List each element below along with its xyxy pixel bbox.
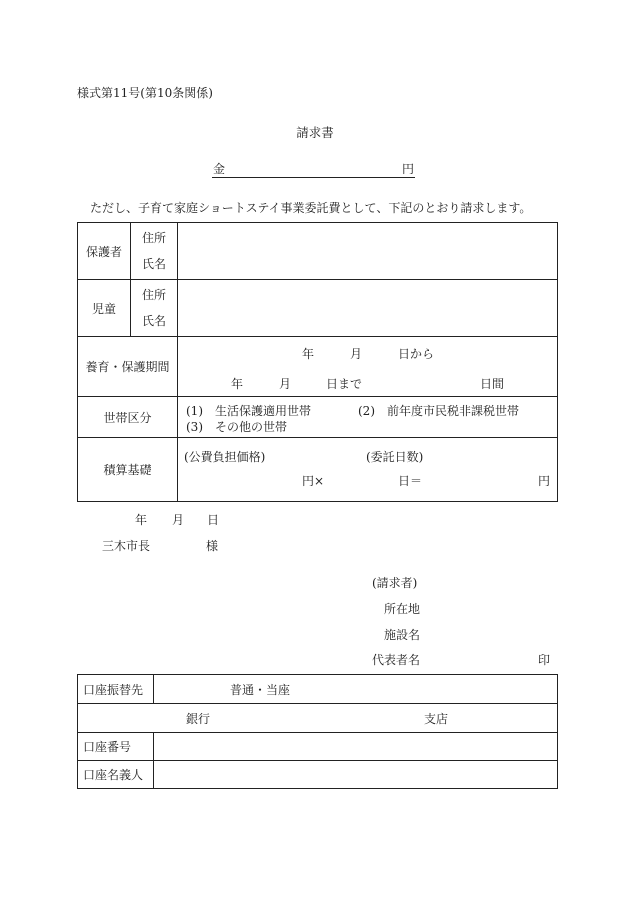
- guardian-name-label: 氏名: [141, 257, 166, 271]
- requester-location-label: 所在地: [384, 602, 421, 616]
- requester-representative-label: 代表者名: [372, 653, 421, 667]
- period-from-day: 日から: [398, 347, 435, 361]
- form-id: 様式第11号(第10条関係): [77, 86, 213, 100]
- branch-label: 支店: [424, 712, 449, 726]
- period-to-year: 年: [231, 377, 244, 391]
- addressee-honorific: 様: [206, 539, 219, 553]
- date-month: 月: [172, 513, 185, 527]
- period-days: 日間: [480, 377, 505, 391]
- intro-text: ただし、子育て家庭ショートステイ事業委託費として、下記のとおり請求します。: [90, 201, 532, 215]
- amount-prefix: 金: [213, 162, 226, 176]
- basis-public-price-label: (公費負担価格): [184, 450, 266, 464]
- seal-mark: 印: [538, 653, 551, 667]
- basis-yen: 円: [538, 474, 551, 488]
- account-type[interactable]: 普通・当座: [230, 683, 291, 697]
- period-from-year: 年: [302, 347, 315, 361]
- period-label: 養育・保護期間: [78, 337, 178, 397]
- basis-days-equals: 日＝: [398, 474, 423, 488]
- account-type-cell[interactable]: [154, 675, 558, 704]
- basis-label: 積算基礎: [78, 438, 178, 502]
- household-label: 世帯区分: [78, 397, 178, 438]
- child-name-label: 氏名: [141, 314, 166, 328]
- request-table: [77, 222, 558, 502]
- date-year: 年: [135, 513, 148, 527]
- household-option-1[interactable]: (1) 生活保護適用世帯: [186, 404, 311, 418]
- account-number-cell[interactable]: [154, 733, 558, 761]
- account-number-label: 口座番号: [78, 733, 154, 761]
- child-sublabels: [131, 280, 178, 337]
- requester-label: (請求者): [372, 576, 418, 590]
- transfer-label: 口座振替先: [78, 675, 154, 704]
- basis-value-cell[interactable]: [178, 438, 558, 502]
- bank-label: 銀行: [186, 712, 211, 726]
- bank-account-table: [77, 674, 558, 789]
- guardian-label: 保護者: [78, 223, 131, 280]
- child-address-label: 住所: [141, 288, 166, 302]
- bank-branch-cell[interactable]: [78, 704, 558, 733]
- period-value-cell[interactable]: [178, 337, 558, 397]
- document-title: 請求書: [296, 125, 334, 140]
- guardian-sublabels: [131, 223, 178, 280]
- guardian-value-cell[interactable]: [178, 223, 558, 280]
- requester-facility-label: 施設名: [384, 628, 421, 642]
- addressee-name: 三木市長: [102, 539, 151, 553]
- period-to-day: 日まで: [326, 377, 363, 391]
- guardian-address-label: 住所: [141, 231, 166, 245]
- amount-suffix: 円: [401, 162, 414, 176]
- account-holder-label: 口座名義人: [78, 761, 154, 789]
- child-label: 児童: [78, 280, 131, 337]
- basis-consign-days-label: (委託日数): [366, 450, 424, 464]
- period-from-month: 月: [350, 347, 363, 361]
- child-value-cell[interactable]: [178, 280, 558, 337]
- date-day: 日: [207, 513, 220, 527]
- basis-yen-times: 円×: [302, 474, 325, 488]
- household-options-cell[interactable]: [178, 397, 558, 438]
- household-option-3[interactable]: (3) その他の世帯: [186, 420, 287, 434]
- amount-line: [212, 160, 415, 178]
- household-option-2[interactable]: (2) 前年度市民税非課税世帯: [358, 404, 519, 418]
- account-holder-cell[interactable]: [154, 761, 558, 789]
- period-to-month: 月: [279, 377, 292, 391]
